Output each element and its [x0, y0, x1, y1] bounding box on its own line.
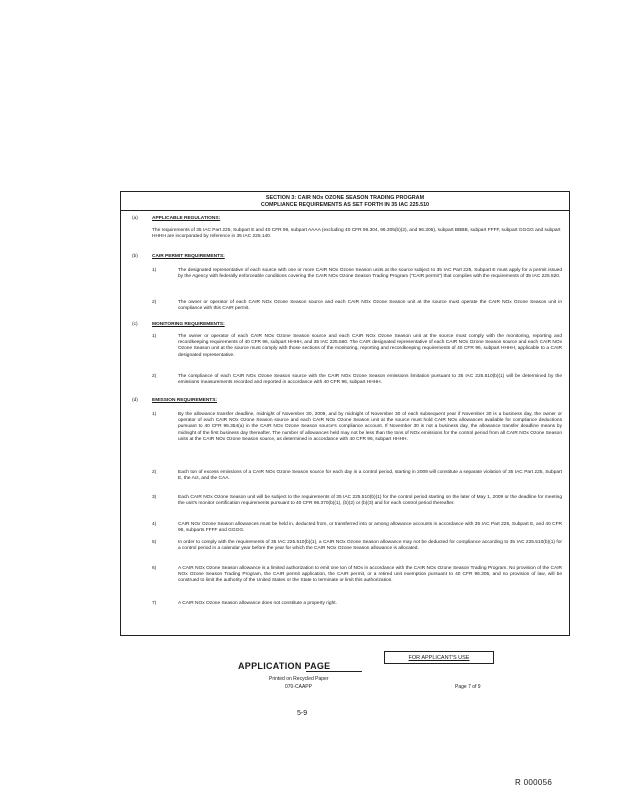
item-text: The owner or operator of each CAIR NOx Ozone Season source and each CAIR NOx Ozone Season unit at the source must comply with the monitoring, reporting and recordkeeping requirements of 40 CFR 96, subpart HHHH, and 35 IAC 225.560. The CAIR designated representative of each CAIR NOx Ozone Season source and each CAIR NOx Ozone Season unit at the source must comply with those sections of the monitoring, reporting and recordkeeping requirements of 40 CFR 96, subpart HHHH, applicable to a CAIR designated representative. — [178, 334, 562, 358]
item-number: 2) — [152, 470, 157, 475]
item-text: The compliance of each CAIR NOx Ozone Season source with the CAIR NOx Ozone Season emissions limitation pursuant to 35 IAC 225.510(b)(1) will be determined by the emissions measurements recorded and reported in accordance with 40 CFR 96, subpart HHHH. — [178, 374, 562, 386]
item-text: CAIR NOx Ozone Season allowances must be held in, deducted from, or transferred into or among allowance accounts in accordance with 35 IAC Part 225, Subpart E, and 40 CFR 96, subparts FFFF and GGGG. — [178, 522, 562, 534]
applicant-use-box — [384, 651, 494, 664]
item-number: 1) — [152, 268, 157, 273]
page-number: 5-9 — [297, 710, 308, 717]
printed-note: Printed on Recycled Paper — [269, 676, 329, 682]
item-number: 6) — [152, 566, 157, 571]
item-text: Each CAIR NOx Ozone Season unit will be subject to the requirements of 35 IAC 225.510(b)(1) for the control period starting on the later of May 1, 2009 or the deadline for meeting the unit's monitor certification requirements pursuant to 40 CFR 96.370(b)(1), (b)(2) or (b)(3) and for each control period thereafter. — [178, 495, 562, 507]
section-a-title: APPLICABLE REGULATIONS: — [152, 216, 221, 221]
item-number: 2) — [152, 374, 157, 379]
item-text: By the allowance transfer deadline, midnight of November 30, 2009, and by midnight of November 30 of each subsequent year if November 30 is a business day, the owner or operator of each CAIR NOx Ozone Season source and each CAIR NOx Ozone Season unit at the source must hold CAIR NOx allowances available for compliance deductions pursuant to 40 CFR 96.354(a) in the CAIR NOx Ozone Season source's compliance account. If November 30 is not a business day, the allowance transfer deadline means by midnight of the first business day thereafter. The number of allowances held may not be less than the tons of NOx emissions for the control period from all CAIR NOx Ozone Season units at the CAIR NOx Ozone Season source, as determined in accordance with 40 CFR 96, subpart HHHH. — [178, 412, 562, 442]
section-d-title: EMISSION REQUIREMENTS: — [152, 398, 218, 403]
item-number: 4) — [152, 522, 157, 527]
item-text: A CAIR NOx Ozone Season allowance is a limited authorization to emit one ton of NOx in accordance with the CAIR NOx Ozone Season Trading Program. No provision of the CAIR NOx Ozone Season Trading Program, the CAIR permit application, the CAIR permit, or a retired unit exemption pursuant to 40 CFR 96.305, and no provision of law, will be construed to limit the authority of the United States or the State to terminate or limit this authorization. — [178, 566, 562, 584]
item-number: 5) — [152, 540, 157, 545]
application-page-title: APPLICATION PAGE — [238, 661, 331, 671]
item-text: In order to comply with the requirements of 35 IAC 225.510(b)(1), a CAIR NOx Ozone Season allowance may not be deducted for compliance according to 35 IAC 225.510(b)(1) for a control period in a calendar year before the year for which the CAIR NOx Ozone Season allowance is allocated. — [178, 540, 562, 552]
item-number: 3) — [152, 495, 157, 500]
form-id: 070-CAAPP — [285, 684, 312, 690]
item-number: 2) — [152, 300, 157, 305]
item-number: 1) — [152, 334, 157, 339]
form-frame — [120, 191, 570, 636]
section-b-label: (b) — [132, 254, 138, 259]
header-line-2: COMPLIANCE REQUIREMENTS AS SET FORTH IN 35 IAC 225.510 — [260, 202, 430, 208]
section-c-title: MONITORING REQUIREMENTS: — [152, 322, 225, 327]
header-divider — [121, 210, 569, 211]
bates-stamp: R 000056 — [515, 778, 553, 787]
applicant-use-label: FOR APPLICANT'S USE — [408, 655, 470, 661]
section-d-label: (d) — [132, 398, 138, 403]
header-line-1: SECTION 3: CAIR NOx OZONE SEASON TRADING PROGRAM — [265, 195, 425, 201]
item-text: The owner or operator of each CAIR NOx Ozone Season source and each CAIR NOx Ozone Season unit at the source must operate the CAIR NOx Ozone Season unit in compliance with this CAIR permit. — [178, 300, 562, 312]
section-b-title: CAIR PERMIT REQUIREMENTS: — [152, 254, 225, 259]
application-page-blank — [306, 671, 362, 672]
item-text: Each ton of excess emissions of a CAIR NOx Ozone Season source for each day in a control period, starting in 2009 will constitute a separate violation of 35 IAC Part 225, Subpart E, the Act, and the CAA. — [178, 470, 562, 482]
section-c-label: (c) — [132, 322, 138, 327]
page-of: Page 7 of 9 — [455, 684, 481, 690]
section-a-label: (a) — [132, 216, 138, 221]
item-number: 7) — [152, 601, 157, 606]
item-text: The designated representative of each source with one or more CAIR NOx Ozone Season units at the source subject to 35 IAC Part 225, Subpart E must apply for a permit issued by the Agency with federally enforceable conditions covering the CAIR NOx Ozone Season Trading Program ("CAIR permit") that complies with the requirements of 35 IAC 225.520. — [178, 268, 562, 280]
item-text: A CAIR NOx Ozone Season allowance does not constitute a property right. — [178, 601, 337, 606]
item-number: 1) — [152, 412, 157, 417]
section-a-text: The requirements of 35 IAC Part 225, Subpart E and 40 CFR 96, subpart AAAA (excluding 40 CFR 96.304, 96.305(b)(2), and 96.306), subpart BBBB, subpart FFFF, subpart GGGG and subpart HHHH are incorporated by reference in 35 IAC 225.140. — [152, 228, 561, 240]
section-header — [121, 195, 569, 209]
